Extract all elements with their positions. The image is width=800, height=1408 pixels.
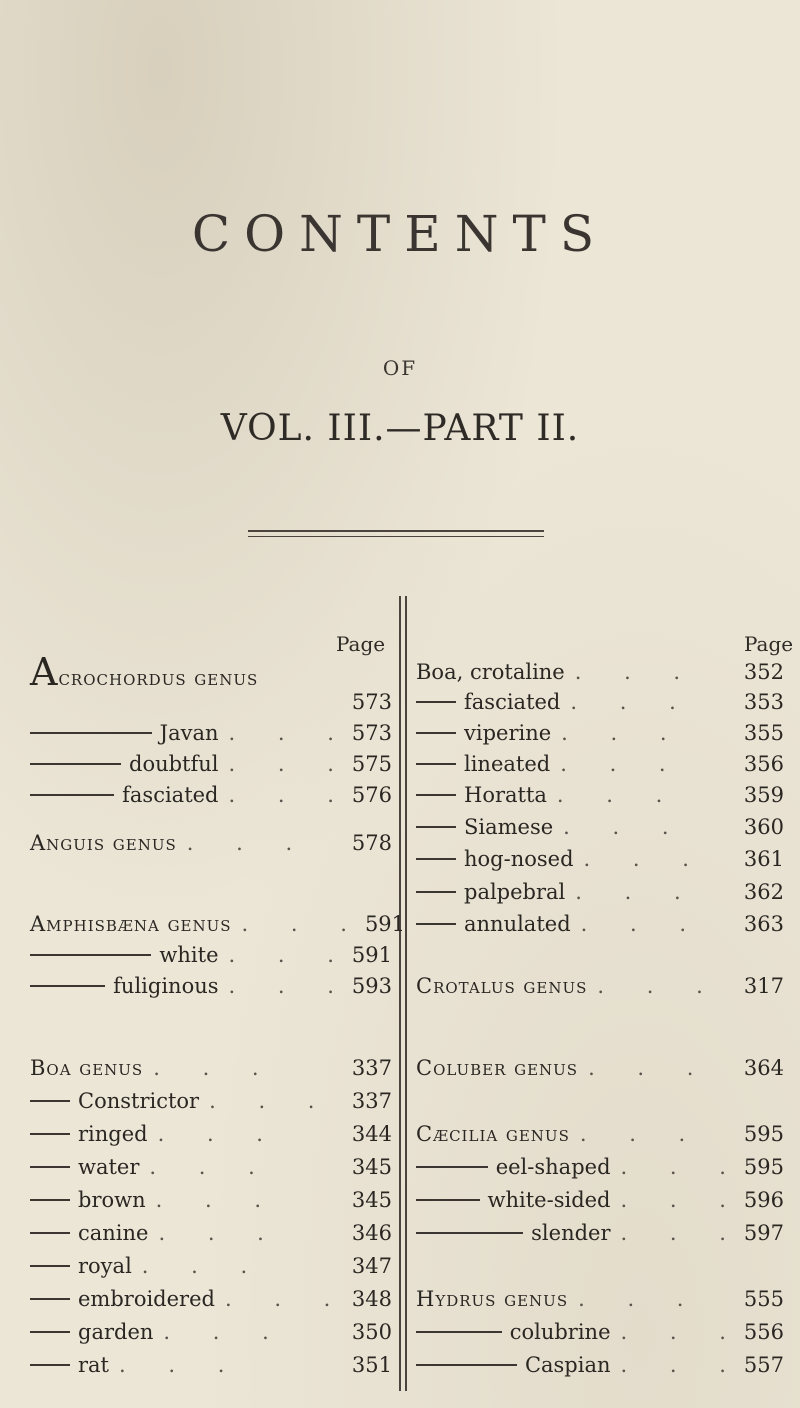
ditto-dash <box>30 1166 70 1168</box>
contents-entry <box>416 845 784 873</box>
leader-dots: . . . <box>141 1254 266 1278</box>
contents-entry <box>416 1186 784 1214</box>
ditto-dash <box>30 1298 70 1300</box>
contents-entry <box>30 1351 392 1379</box>
ditto-dash <box>30 985 105 987</box>
page-number: 363 <box>743 912 784 936</box>
leader-dots: . . . <box>580 912 705 936</box>
contents-entry <box>30 910 406 938</box>
leader-dots: . . . <box>556 783 681 807</box>
page-number: 595 <box>743 1122 784 1146</box>
contents-entry <box>30 1120 392 1148</box>
genus-name: Cæcilia genus <box>416 1122 570 1146</box>
ditto-dash <box>416 826 456 828</box>
contents-entry <box>30 941 392 969</box>
ditto-dash <box>416 701 456 703</box>
entry-name: canine <box>78 1221 149 1245</box>
contents-entry <box>416 781 784 809</box>
page-number: 576 <box>351 783 392 807</box>
leader-dots: . . . <box>563 815 687 839</box>
contents-entry <box>416 972 784 1000</box>
genus-name: Anguis genus <box>30 831 177 855</box>
page-number: 556 <box>743 1320 784 1344</box>
entry-name: fasciated <box>122 783 219 807</box>
entry-name: hog-nosed <box>464 847 574 871</box>
genus-name: Crotalus genus <box>416 974 588 998</box>
page-number: 573 <box>351 690 392 714</box>
leader-dots: . . . <box>158 1221 282 1245</box>
page-number: 573 <box>351 721 392 745</box>
contents-entry <box>30 781 392 809</box>
page-number: 578 <box>351 831 392 855</box>
ditto-dash <box>416 1331 502 1333</box>
contents-entry <box>416 719 784 747</box>
contents-entry <box>30 1087 392 1115</box>
genus-name: Hydrus genus <box>416 1287 569 1311</box>
entry-name: ringed <box>78 1122 148 1146</box>
ditto-dash <box>416 1199 480 1201</box>
entry-name: colubrine <box>509 1320 611 1344</box>
entry-name: Caspian <box>524 1353 611 1377</box>
leader-dots: . . . <box>228 752 352 776</box>
entry-name: annulated <box>464 912 571 936</box>
page-number: 597 <box>743 1221 784 1245</box>
entry-name: Boa, crotaline <box>416 660 565 684</box>
page-number: 348 <box>351 1287 392 1311</box>
leader-dots: . . . <box>228 974 352 998</box>
leader-dots: . . . <box>560 752 684 776</box>
page-number: 575 <box>351 752 392 776</box>
genus-name: Boa genus <box>30 1056 144 1080</box>
contents-entry <box>30 1219 392 1247</box>
leader-dots: . . . <box>228 943 352 967</box>
page-number: 345 <box>351 1188 392 1212</box>
leader-dots: . . . <box>153 1056 277 1080</box>
entry-name: brown <box>78 1188 146 1212</box>
page-number: 359 <box>743 783 784 807</box>
page-column-label-right: Page <box>744 632 794 656</box>
contents-entry <box>30 829 392 857</box>
title-of: OF <box>382 356 418 380</box>
contents-entry <box>416 688 784 716</box>
entry-name: palpebral <box>464 880 566 904</box>
page-number: 337 <box>351 1056 392 1080</box>
page-number: 346 <box>351 1221 392 1245</box>
page-number: 591 <box>364 912 406 936</box>
page-title: CONTENTS <box>191 205 609 263</box>
contents-entry <box>30 1318 392 1346</box>
entry-name: Horatta <box>464 783 547 807</box>
page-number: 350 <box>351 1320 392 1344</box>
entry-name: fasciated <box>464 690 561 714</box>
leader-dots: . . . <box>228 783 352 807</box>
ditto-dash <box>30 732 152 734</box>
contents-entry <box>30 1153 392 1181</box>
page-number: 364 <box>743 1056 784 1080</box>
ditto-dash <box>30 1100 70 1102</box>
contents-entry <box>30 750 392 778</box>
page-number: 344 <box>351 1122 392 1146</box>
leader-dots: . . . <box>561 721 685 745</box>
page-number: 557 <box>743 1353 784 1377</box>
contents-entry <box>30 1186 392 1214</box>
ditto-dash <box>30 1133 70 1135</box>
contents-entry <box>416 1153 784 1181</box>
entry-name: water <box>78 1155 140 1179</box>
page-number: 596 <box>743 1188 784 1212</box>
page-number: 345 <box>351 1155 392 1179</box>
leader-dots: . . . <box>620 1188 744 1212</box>
leader-dots: . . . <box>575 880 699 904</box>
leader-dots: . . . <box>186 831 311 855</box>
entry-name: garden <box>78 1320 154 1344</box>
ditto-dash <box>416 794 456 796</box>
entry-name: white-sided <box>487 1188 611 1212</box>
contents-entry <box>30 972 392 1000</box>
entry-name: viperine <box>464 721 552 745</box>
leader-dots: . . . <box>163 1320 287 1344</box>
entry-name: rat <box>78 1353 109 1377</box>
page-number: 337 <box>351 1089 392 1113</box>
entry-name: lineated <box>464 752 551 776</box>
page-number: 361 <box>743 847 784 871</box>
page-number: 360 <box>743 815 784 839</box>
ditto-dash <box>30 954 151 956</box>
ditto-dash <box>416 891 456 893</box>
contents-entry <box>30 688 392 716</box>
page-number: 352 <box>743 660 784 684</box>
leader-dots: . . . <box>157 1122 281 1146</box>
ditto-dash <box>30 1364 70 1366</box>
contents-entry <box>416 658 784 686</box>
entry-name: doubtful <box>129 752 219 776</box>
contents-entry <box>30 650 392 694</box>
page-number: 555 <box>743 1287 784 1311</box>
contents-entry <box>416 878 784 906</box>
page-number: 317 <box>743 974 784 998</box>
ditto-dash <box>30 763 121 765</box>
ditto-dash <box>30 1265 70 1267</box>
page-number: 595 <box>743 1155 784 1179</box>
leader-dots: . . . <box>209 1089 333 1113</box>
leader-dots: . . . <box>620 1353 744 1377</box>
ditto-dash <box>416 1364 517 1366</box>
entry-name: slender <box>531 1221 611 1245</box>
ditto-dash <box>416 1232 523 1234</box>
entry-name: fuliginous <box>113 974 219 998</box>
leader-dots: . . . <box>149 1155 273 1179</box>
entry-name: royal <box>78 1254 132 1278</box>
contents-entry <box>416 813 784 841</box>
leader-dots: . . . <box>620 1155 744 1179</box>
column-divider <box>399 596 401 1391</box>
page-number: 362 <box>743 880 784 904</box>
genus-name: Amphisbæna genus <box>30 912 232 936</box>
leader-dots: . . . <box>570 690 694 714</box>
ditto-dash <box>30 794 114 796</box>
entry-name: embroidered <box>78 1287 215 1311</box>
leader-dots: . . . <box>579 1122 704 1146</box>
contents-entry <box>416 910 784 938</box>
leader-dots: . . . <box>588 1056 712 1080</box>
leader-dots: . . . <box>574 660 699 684</box>
leader-dots: . . . <box>620 1320 744 1344</box>
contents-entry <box>416 1219 784 1247</box>
ditto-dash <box>30 1199 70 1201</box>
title-rule <box>248 530 544 537</box>
page-number: 591 <box>351 943 392 967</box>
leader-dots: . . . <box>155 1188 280 1212</box>
entry-name: Constrictor <box>78 1089 200 1113</box>
contents-entry <box>416 750 784 778</box>
genus-name: Acrochordus genus <box>30 650 259 694</box>
page-number: 355 <box>743 721 784 745</box>
page-number: 356 <box>743 752 784 776</box>
ditto-dash <box>416 1166 488 1168</box>
leader-dots: . . . <box>578 1287 702 1311</box>
entry-name: Siamese <box>464 815 554 839</box>
entry-name: eel-shaped <box>495 1155 611 1179</box>
leader-dots: . . . <box>241 912 365 936</box>
contents-entry <box>30 1252 392 1280</box>
entry-name: Javan <box>159 721 219 745</box>
column-divider-second <box>405 596 407 1391</box>
leader-dots: . . . <box>583 847 707 871</box>
leader-dots: . . . <box>119 1353 243 1377</box>
ditto-dash <box>416 923 456 925</box>
page-number: 353 <box>743 690 784 714</box>
page-number: 593 <box>351 974 392 998</box>
page-column-label-left: Page <box>336 632 386 656</box>
leader-dots: . . . <box>620 1221 744 1245</box>
contents-entry <box>416 1318 784 1346</box>
leader-dots: . . . <box>228 721 352 745</box>
leader-dots: . . . <box>597 974 721 998</box>
contents-entry <box>416 1120 784 1148</box>
contents-entry <box>30 1054 392 1082</box>
contents-entry <box>416 1351 784 1379</box>
contents-entry <box>416 1285 784 1313</box>
ditto-dash <box>416 763 456 765</box>
ditto-dash <box>416 858 456 860</box>
page-number: 351 <box>351 1353 392 1377</box>
contents-entry <box>416 1054 784 1082</box>
page-number: 347 <box>351 1254 392 1278</box>
contents-entry <box>30 719 392 747</box>
genus-name: Coluber genus <box>416 1056 579 1080</box>
ditto-dash <box>30 1331 70 1333</box>
entry-name: white <box>159 943 219 967</box>
ditto-dash <box>416 732 456 734</box>
contents-entry <box>30 1285 392 1313</box>
volume-title: VOL. III.—PART II. <box>220 408 580 449</box>
leader-dots: . . . <box>224 1287 349 1311</box>
ditto-dash <box>30 1232 70 1234</box>
